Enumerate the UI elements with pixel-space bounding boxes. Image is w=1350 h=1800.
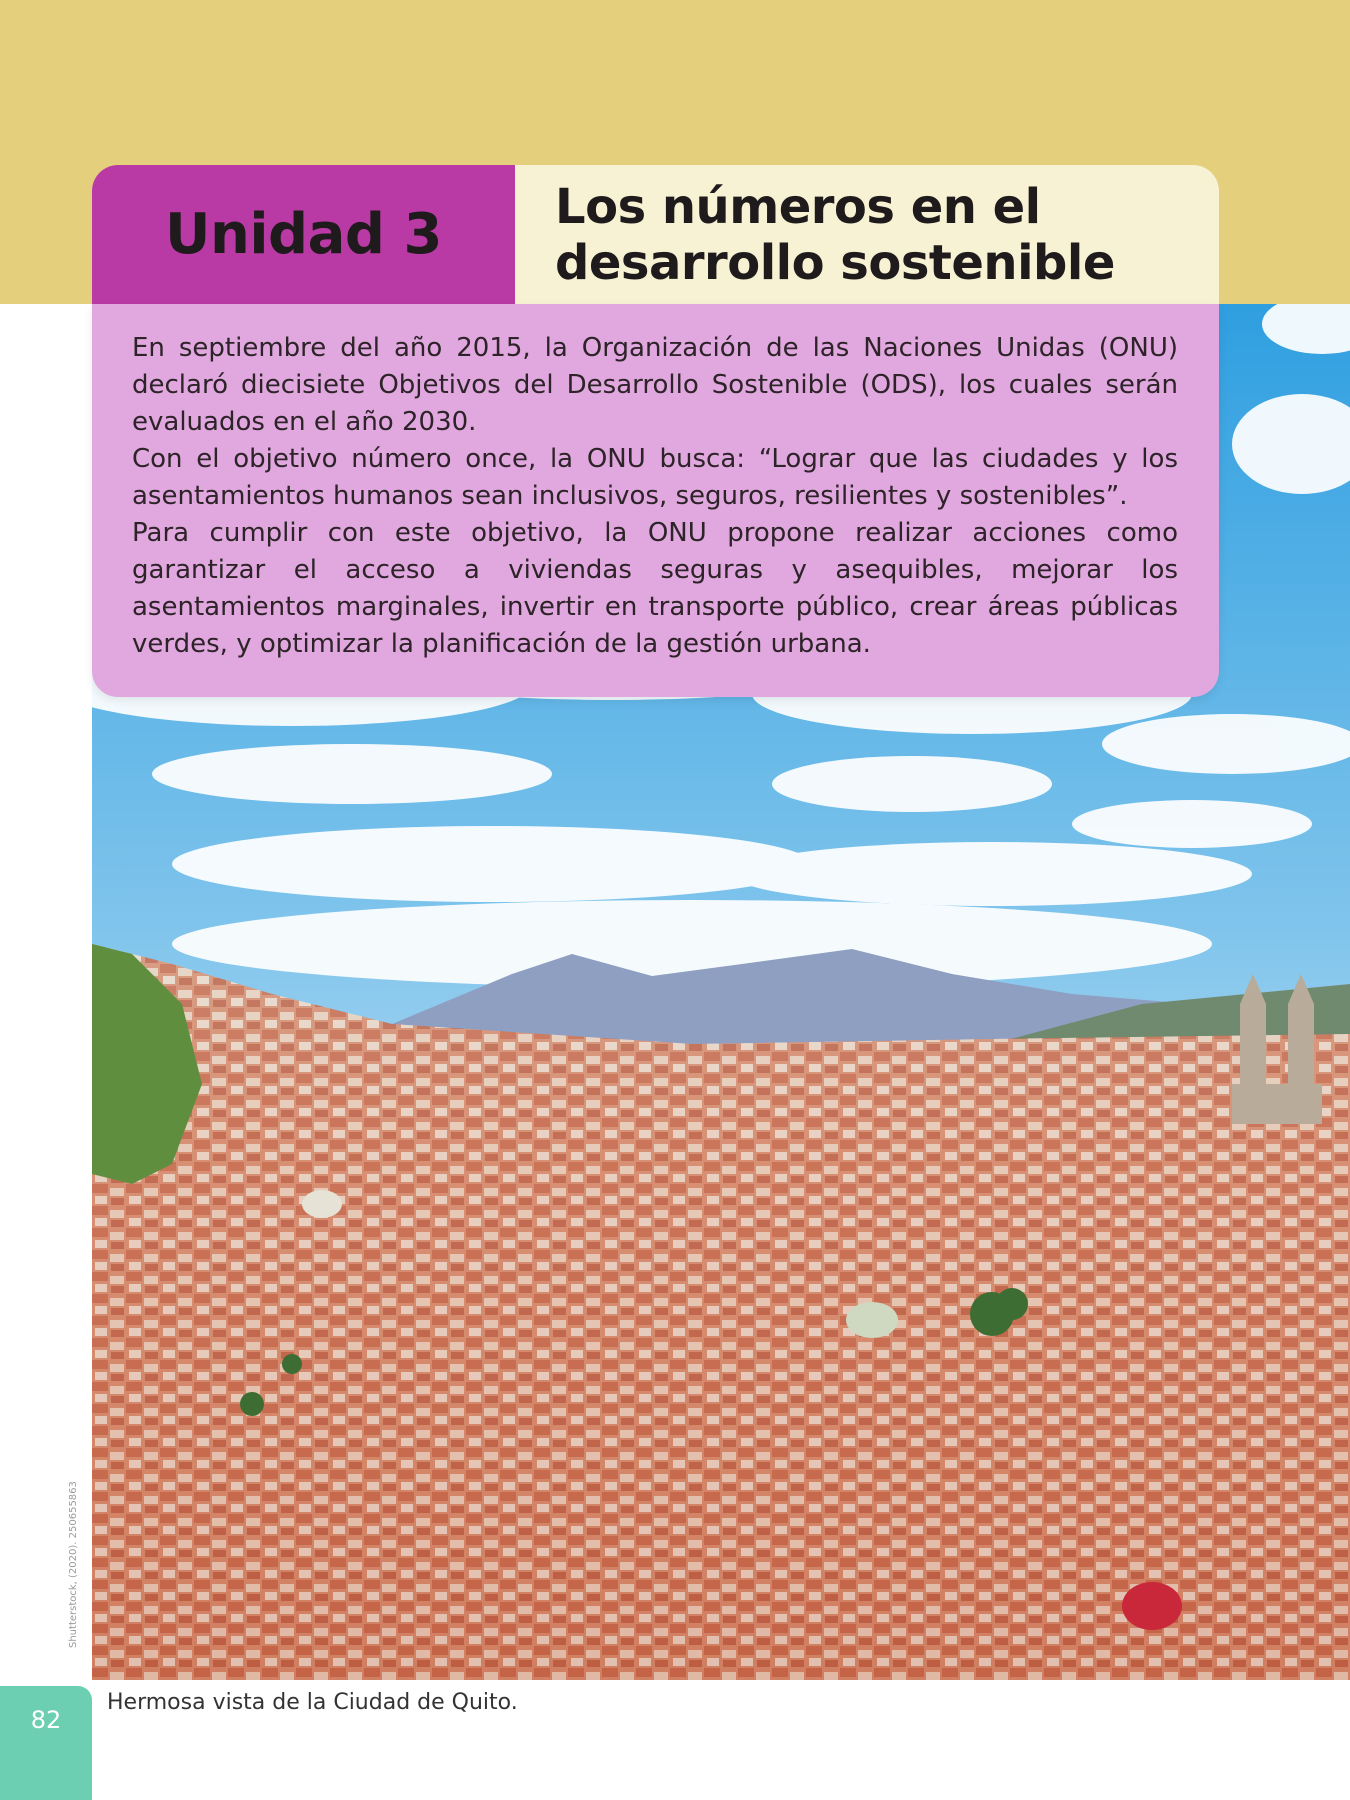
intro-box	[92, 304, 1219, 697]
page-number-tab	[0, 1686, 92, 1800]
unit-title-line-1: Los números en el	[555, 179, 1041, 235]
intro-text	[132, 330, 1178, 663]
unit-title-line-2: desarrollo sostenible	[555, 235, 1115, 291]
photo-credit: Shutterstock, (2020). 250655863	[68, 1481, 79, 1648]
unit-header	[92, 165, 1219, 304]
intro-paragraph: Para cumplir con este objetivo, la ONU propone realizar acciones como garantizar el acceso a viviendas seguras y asequibles, mejorar los asentamientos marginales, invertir en transporte público, crear áreas públicas verdes, y optimizar la planificación de la gestión urbana.	[132, 518, 1178, 659]
unit-label: Unidad 3	[165, 202, 442, 267]
page-number: 82	[30, 1706, 62, 1734]
unit-label-box	[92, 165, 515, 304]
intro-paragraph: En septiembre del año 2015, la Organización de las Naciones Unidas (ONU) declaró diecisiete Objetivos del Desarrollo Sostenible (ODS), los cuales serán evaluados en el año 2030.	[132, 333, 1178, 437]
intro-paragraph: Con el objetivo número once, la ONU busca: “Lograr que las ciudades y los asentamientos humanos sean inclusivos, seguros, resilientes y sostenibles”.	[132, 444, 1178, 511]
unit-title	[555, 179, 1205, 291]
photo-caption: Hermosa vista de la Ciudad de Quito.	[107, 1690, 518, 1715]
